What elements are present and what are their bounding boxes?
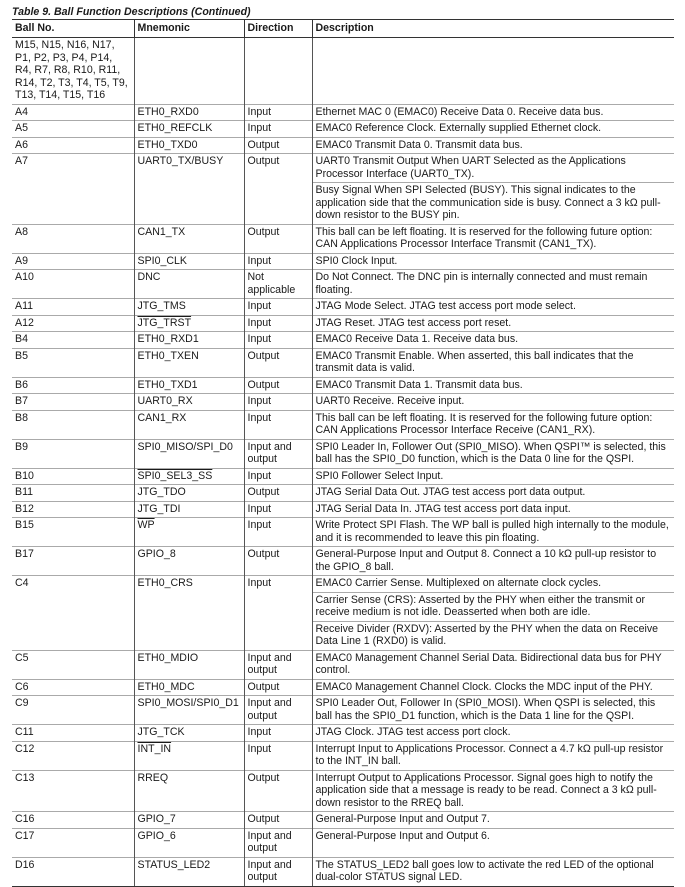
cell-mnemonic: JTG_TDO xyxy=(134,485,244,502)
cell-mnemonic: STATUS_LED2 xyxy=(134,857,244,886)
table-row xyxy=(12,439,674,468)
cell-direction: Input xyxy=(244,741,312,770)
cell-direction: Input xyxy=(244,410,312,439)
cell-description xyxy=(312,154,674,225)
description-paragraph: JTAG Serial Data In. JTAG test access port data input. xyxy=(315,502,571,515)
cell-direction: Input and output xyxy=(244,828,312,857)
cell-ball-no: M15, N15, N16, N17, P1, P2, P3, P4, P14, R4, R7, R8, R10, R11, R14, T2, T3, T4, T5, T9, T13, T14, T15, T16 xyxy=(15,39,128,101)
cell-description xyxy=(312,104,674,121)
cell-mnemonic: SPI0_MISO/SPI_D0 xyxy=(134,439,244,468)
description-paragraph: UART0 Transmit Output When UART Selected as the Applications Processor Interface (UART0_TX). xyxy=(315,155,626,180)
cell-direction: Output xyxy=(244,770,312,812)
description-paragraph: JTAG Clock. JTAG test access port clock. xyxy=(315,726,511,738)
cell-description xyxy=(312,501,674,518)
cell-description xyxy=(312,299,674,316)
cell-ball-no: A6 xyxy=(12,137,134,154)
description-paragraph: EMAC0 Transmit Data 0. Transmit data bus. xyxy=(315,138,523,151)
cell-ball-no: B5 xyxy=(12,348,134,377)
cell-mnemonic: JTG_TCK xyxy=(134,725,244,742)
cell-ball-no: B8 xyxy=(12,410,134,439)
cell-direction: Not applicable xyxy=(244,270,312,299)
cell-ball-no: B12 xyxy=(12,501,134,518)
cell-direction: Input and output xyxy=(244,439,312,468)
description-paragraph: This ball can be left floating. It is reserved for the following future option: CAN Applications Processor Interface Transmit (CAN1_TX). xyxy=(315,225,653,250)
table-row xyxy=(12,518,674,547)
cell-description xyxy=(312,315,674,332)
cell-mnemonic: ETH0_MDC xyxy=(134,679,244,696)
cell-description xyxy=(312,679,674,696)
cell-mnemonic: ETH0_TXEN xyxy=(134,348,244,377)
cell-mnemonic: SPI0_CLK xyxy=(134,253,244,270)
cell-ball-no: A10 xyxy=(12,270,134,299)
cell-description xyxy=(312,468,674,485)
cell-direction: Input xyxy=(244,394,312,411)
cell-mnemonic: JTG_TRST xyxy=(134,315,244,332)
cell-description xyxy=(312,377,674,394)
cell-ball-no: C6 xyxy=(12,679,134,696)
cell-direction: Input xyxy=(244,299,312,316)
cell-ball-no: C16 xyxy=(12,812,134,829)
cell-description xyxy=(312,770,674,812)
cell-direction: Output xyxy=(244,547,312,576)
cell-description xyxy=(312,38,674,105)
description-paragraph: EMAC0 Management Channel Clock. Clocks the MDC input of the PHY. xyxy=(315,680,653,693)
table-row xyxy=(12,741,674,770)
description-paragraph: General-Purpose Input and Output 6. xyxy=(315,829,490,842)
description-paragraph: JTAG Serial Data Out. JTAG test access port data output. xyxy=(315,486,586,498)
cell-direction: Input and output xyxy=(244,857,312,886)
cell-direction: Output xyxy=(244,137,312,154)
cell-description xyxy=(312,410,674,439)
cell-direction: Output xyxy=(244,679,312,696)
header-description: Description xyxy=(312,20,674,38)
cell-mnemonic: CAN1_TX xyxy=(134,224,244,253)
cell-direction: Output xyxy=(244,154,312,225)
table-row xyxy=(12,576,674,651)
cell-ball-no: C12 xyxy=(12,741,134,770)
table-row xyxy=(12,547,674,576)
cell-mnemonic: GPIO_8 xyxy=(134,547,244,576)
cell-description xyxy=(312,725,674,742)
description-paragraph: JTAG Mode Select. JTAG test access port mode select. xyxy=(315,300,576,312)
cell-direction: Output xyxy=(244,485,312,502)
table-row xyxy=(12,348,674,377)
cell-description xyxy=(312,518,674,547)
description-paragraph: SPI0 Clock Input. xyxy=(315,254,398,267)
description-paragraph: Receive Divider (RXDV): Asserted by the PHY when the data on Receive Data Line 1 (RXD0) is valid. xyxy=(313,621,675,648)
table-row xyxy=(12,137,674,154)
description-paragraph: SPI0 Follower Select Input. xyxy=(315,469,444,482)
table-row xyxy=(12,154,674,225)
cell-mnemonic: JTG_TDI xyxy=(134,501,244,518)
cell-ball-no: A4 xyxy=(12,104,134,121)
cell-description xyxy=(312,394,674,411)
cell-mnemonic: CAN1_RX xyxy=(134,410,244,439)
cell-description xyxy=(312,857,674,886)
table-row xyxy=(12,410,674,439)
cell-direction: Input xyxy=(244,104,312,121)
description-paragraph: EMAC0 Management Channel Serial Data. Bidirectional data bus for PHY control. xyxy=(315,651,662,676)
header-direction: Direction xyxy=(244,20,312,38)
cell-direction: Input xyxy=(244,315,312,332)
cell-description xyxy=(312,121,674,138)
description-paragraph: Interrupt Input to Applications Processor. Connect a 4.7 kΩ pull-up resistor to the INT_IN ball. xyxy=(315,742,664,767)
cell-ball-no: B15 xyxy=(12,518,134,547)
description-paragraph: SPI0 Leader In, Follower Out (SPI0_MISO). When QSPI™ is selected, this ball has the SPI0_D0 function, which is the Data 0 line for the QSPI. xyxy=(315,440,666,465)
cell-ball-no: A11 xyxy=(12,299,134,316)
table-row xyxy=(12,650,674,679)
cell-mnemonic: RREQ xyxy=(134,770,244,812)
table-header-row xyxy=(12,20,674,38)
table-row xyxy=(12,224,674,253)
table-row xyxy=(12,253,674,270)
cell-mnemonic xyxy=(134,38,244,105)
cell-ball-no: C5 xyxy=(12,650,134,679)
table-row xyxy=(12,315,674,332)
description-paragraph: Interrupt Output to Applications Processor. Signal goes high to notify the application side that a message is ready to be read. Connect a 3 kΩ pull-down resistor to the RREQ ball. xyxy=(315,771,657,809)
cell-mnemonic: JTG_TMS xyxy=(134,299,244,316)
description-paragraph: Do Not Connect. The DNC pin is internally connected and must remain floating. xyxy=(315,271,648,296)
description-paragraph: EMAC0 Receive Data 1. Receive data bus. xyxy=(315,333,519,345)
table-row xyxy=(12,394,674,411)
description-paragraph: JTAG Reset. JTAG test access port reset. xyxy=(315,316,512,329)
description-paragraph: EMAC0 Reference Clock. Externally supplied Ethernet clock. xyxy=(315,122,602,134)
table-row xyxy=(12,725,674,742)
cell-description xyxy=(312,224,674,253)
cell-ball-no: B17 xyxy=(12,547,134,576)
cell-direction xyxy=(244,38,312,105)
description-paragraph: Carrier Sense (CRS): Asserted by the PHY when either the transmit or receive medium is not idle. Deasserted when both are idle. xyxy=(313,592,675,619)
table-row xyxy=(12,332,674,349)
description-paragraph: General-Purpose Input and Output 8. Connect a 10 kΩ pull-up resistor to the GPIO_8 ball. xyxy=(315,548,657,573)
cell-description xyxy=(312,576,674,651)
table-row xyxy=(12,812,674,829)
table-row xyxy=(12,104,674,121)
cell-mnemonic: $\overline{WP}$ xyxy=(134,518,244,547)
table-row xyxy=(12,485,674,502)
cell-mnemonic: ETH0_TXD1 xyxy=(134,377,244,394)
cell-description xyxy=(312,137,674,154)
ball-function-table xyxy=(12,19,674,887)
cell-mnemonic: SPI0_MOSI/SPI0_D1 xyxy=(134,696,244,725)
cell-direction: Input and output xyxy=(244,650,312,679)
table-row xyxy=(12,679,674,696)
description-paragraph: Busy Signal When SPI Selected (BUSY). This signal indicates to the application side that the communication side is busy. Connect a 3 kΩ pull-down resistor to the BUSY pin. xyxy=(313,182,675,222)
cell-ball-no: B9 xyxy=(12,439,134,468)
cell-mnemonic: ETH0_REFCLK xyxy=(134,121,244,138)
cell-mnemonic: ETH0_CRS xyxy=(134,576,244,651)
cell-ball-no: A12 xyxy=(12,315,134,332)
cell-ball-no: C4 xyxy=(12,576,134,651)
cell-direction: Output xyxy=(244,348,312,377)
cell-mnemonic: DNC xyxy=(134,270,244,299)
cell-ball-no: B7 xyxy=(12,394,134,411)
cell-ball-no: C9 xyxy=(12,696,134,725)
cell-mnemonic: ETH0_TXD0 xyxy=(134,137,244,154)
description-paragraph: SPI0 Leader Out, Follower In (SPI0_MOSI). When QSPI is selected, this ball has the SPI0_D1 function, which is the Data 1 line for the QSPI. xyxy=(315,697,656,722)
cell-direction: Input xyxy=(244,576,312,651)
cell-direction: Output xyxy=(244,812,312,829)
table-row xyxy=(12,696,674,725)
cell-ball-no: D16 xyxy=(12,857,134,886)
cell-direction: Output xyxy=(244,377,312,394)
cell-direction: Output xyxy=(244,224,312,253)
table-row xyxy=(12,270,674,299)
cell-ball-no: C17 xyxy=(12,828,134,857)
cell-ball-no: B4 xyxy=(12,332,134,349)
cell-ball-no: A5 xyxy=(12,121,134,138)
cell-description xyxy=(312,696,674,725)
cell-direction: Input xyxy=(244,253,312,270)
description-paragraph: Ethernet MAC 0 (EMAC0) Receive Data 0. Receive data bus. xyxy=(315,105,604,118)
header-mnemonic: Mnemonic xyxy=(134,20,244,38)
cell-mnemonic: ETH0_RXD0 xyxy=(134,104,244,121)
cell-ball-no: C13 xyxy=(12,770,134,812)
cell-description xyxy=(312,253,674,270)
table-row xyxy=(12,468,674,485)
table-row xyxy=(12,377,674,394)
cell-description xyxy=(312,348,674,377)
cell-description xyxy=(312,828,674,857)
cell-description xyxy=(312,270,674,299)
cell-mnemonic: GPIO_7 xyxy=(134,812,244,829)
cell-description xyxy=(312,741,674,770)
description-paragraph: This ball can be left floating. It is reserved for the following future option: CAN Applications Processor Interface Receive (CAN1_RX). xyxy=(315,411,653,436)
cell-description xyxy=(312,485,674,502)
cell-description xyxy=(312,812,674,829)
table-caption: Table 9. Ball Function Descriptions (Continued) xyxy=(12,6,251,18)
table-row xyxy=(12,38,674,105)
cell-ball-no: B11 xyxy=(12,485,134,502)
cell-ball-no: A8 xyxy=(12,224,134,253)
description-paragraph: EMAC0 Carrier Sense. Multiplexed on alternate clock cycles. xyxy=(315,577,602,589)
table-body xyxy=(12,38,674,887)
description-paragraph: UART0 Receive. Receive input. xyxy=(315,395,465,407)
cell-ball-no: A7 xyxy=(12,154,134,225)
table-row xyxy=(12,857,674,886)
cell-direction: Input xyxy=(244,121,312,138)
cell-description xyxy=(312,332,674,349)
header-ball-no: Ball No. xyxy=(12,20,134,38)
cell-direction: Input xyxy=(244,468,312,485)
cell-mnemonic: UART0_RX xyxy=(134,394,244,411)
table-row xyxy=(12,828,674,857)
table-row xyxy=(12,770,674,812)
description-paragraph: EMAC0 Transmit Enable. When asserted, this ball indicates that the transmit data is valid. xyxy=(315,349,634,374)
description-paragraph: Write Protect SPI Flash. The WP ball is pulled high internally to the module, and it is recommended to leave this pin floating. xyxy=(315,519,669,544)
cell-direction: Input xyxy=(244,725,312,742)
description-paragraph: EMAC0 Transmit Data 1. Transmit data bus. xyxy=(315,378,523,391)
cell-ball-no: B6 xyxy=(12,377,134,394)
table-row xyxy=(12,121,674,138)
description-paragraph: General-Purpose Input and Output 7. xyxy=(315,813,490,825)
cell-mnemonic: ETH0_RXD1 xyxy=(134,332,244,349)
cell-mnemonic: UART0_TX/BUSY xyxy=(134,154,244,225)
cell-direction: Input xyxy=(244,518,312,547)
table-row xyxy=(12,501,674,518)
cell-mnemonic: SPI0_SEL3_SS xyxy=(134,468,244,485)
cell-mnemonic: GPIO_6 xyxy=(134,828,244,857)
cell-description xyxy=(312,650,674,679)
cell-mnemonic: INT_IN xyxy=(134,741,244,770)
cell-mnemonic: ETH0_MDIO xyxy=(134,650,244,679)
cell-direction: Input xyxy=(244,501,312,518)
cell-direction: Input and output xyxy=(244,696,312,725)
table-row xyxy=(12,299,674,316)
cell-description xyxy=(312,439,674,468)
cell-description xyxy=(312,547,674,576)
cell-ball-no: C11 xyxy=(12,725,134,742)
description-paragraph: The STATUS_LED2 ball goes low to activate the red LED of the optional dual-color STATUS signal LED. xyxy=(315,858,654,883)
cell-direction: Input xyxy=(244,332,312,349)
cell-ball-no: B10 xyxy=(12,468,134,485)
cell-ball-no: A9 xyxy=(12,253,134,270)
